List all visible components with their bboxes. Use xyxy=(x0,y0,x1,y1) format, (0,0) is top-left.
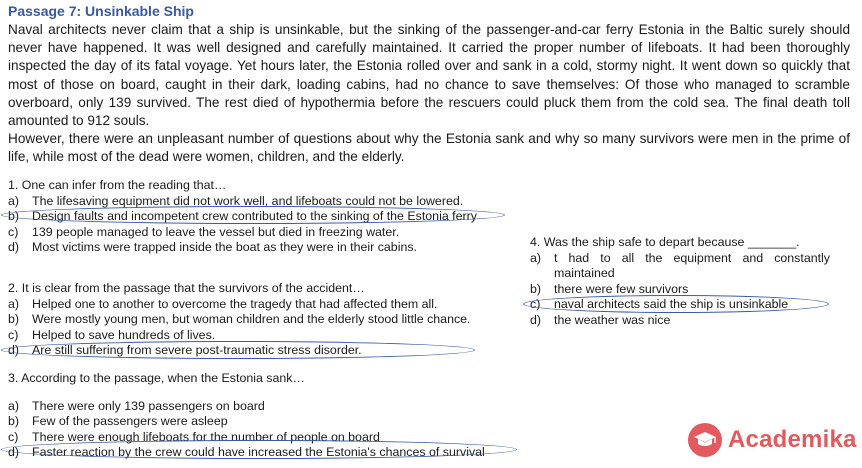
question-2-option-d[interactable]: d) Are still suffering from severe post-traumatic stress disorder. xyxy=(8,343,362,358)
graduation-cap-icon xyxy=(688,423,722,457)
question-4-stem: 4. Was the ship safe to depart because _______. xyxy=(530,235,800,249)
question-1-option-c[interactable]: c) 139 people managed to leave the vessel but died in freezing water. xyxy=(8,224,400,239)
passage-text xyxy=(8,21,850,167)
question-1-option-a[interactable]: a) The lifesaving equipment did not work well, and lifeboats could not be lowered. xyxy=(8,193,464,208)
question-2-option-a[interactable]: a) Helped one to another to overcome the tragedy that had affected them all. xyxy=(8,296,438,311)
question-4-option-d[interactable]: d) the weather was nice xyxy=(530,312,671,327)
question-3-option-a[interactable]: a) There were only 139 passengers on board xyxy=(8,398,265,413)
question-1 xyxy=(8,178,477,256)
passage-paragraph-2: However, there were an unpleasant number of questions about why the Estonia sank and why so many survivors were men in the prime of life, while most of the dead were women, children, and the elderly. xyxy=(8,131,850,165)
passage-paragraph-1: Naval architects never claim that a ship is unsinkable, but the sinking of the passenger-and-car ferry Estonia in the Baltic surely should never have happened. It was well designed and carefully maintained. It carried the proper number of lifeboats. It had been thoroughly inspected the day of its fatal voyage. Yet hours later, the Estonia rolled over and sank in a cold, stormy night. It went down so quickly that most of those on board, caught in their dark, loading cabins, had no chance to save themselves: Of those who managed to scramble overboard, only 139 survived. The rest died of hypothermia before the rescuers could pluck them from the cold sea. The final death toll amounted to 912 souls. xyxy=(8,22,850,129)
question-2-option-b[interactable]: b) Were mostly young men, but woman children and the elderly stood little chance. xyxy=(8,312,471,327)
passage-title: Passage 7: Unsinkable Ship xyxy=(8,3,194,19)
question-4-option-c[interactable]: c) naval architects said the ship is unsinkable xyxy=(530,297,789,312)
question-1-option-d[interactable]: d) Most victims were trapped inside the boat as they were in their cabins. xyxy=(8,240,417,255)
question-3-stem: 3. According to the passage, when the Estonia sank… xyxy=(8,371,305,385)
question-4-option-a[interactable]: a) t had to all the equipment and constantly maintained xyxy=(530,250,830,281)
academika-logo xyxy=(688,423,857,457)
question-4-option-b[interactable]: b) there were few survivors xyxy=(530,281,689,296)
question-2-stem: 2. It is clear from the passage that the survivors of the accident… xyxy=(8,281,365,295)
logo-wordmark: Academika xyxy=(728,426,857,453)
question-4 xyxy=(530,235,830,329)
question-2-option-c[interactable]: c) Helped to save hundreds of lives. xyxy=(8,327,216,342)
question-1-option-b[interactable]: b) Design faults and incompetent crew contributed to the sinking of the Estonia ferry xyxy=(8,209,477,224)
question-3 xyxy=(8,371,485,461)
question-3-option-d[interactable]: d) Faster reaction by the crew could have increased the Estonia's chances of survival xyxy=(8,445,485,460)
question-3-option-c[interactable]: c) There were enough lifeboats for the number of people on board xyxy=(8,429,380,444)
question-3-option-b[interactable]: b) Few of the passengers were asleep xyxy=(8,414,228,429)
question-1-stem: 1. One can infer from the reading that… xyxy=(8,178,227,192)
question-2 xyxy=(8,281,471,359)
